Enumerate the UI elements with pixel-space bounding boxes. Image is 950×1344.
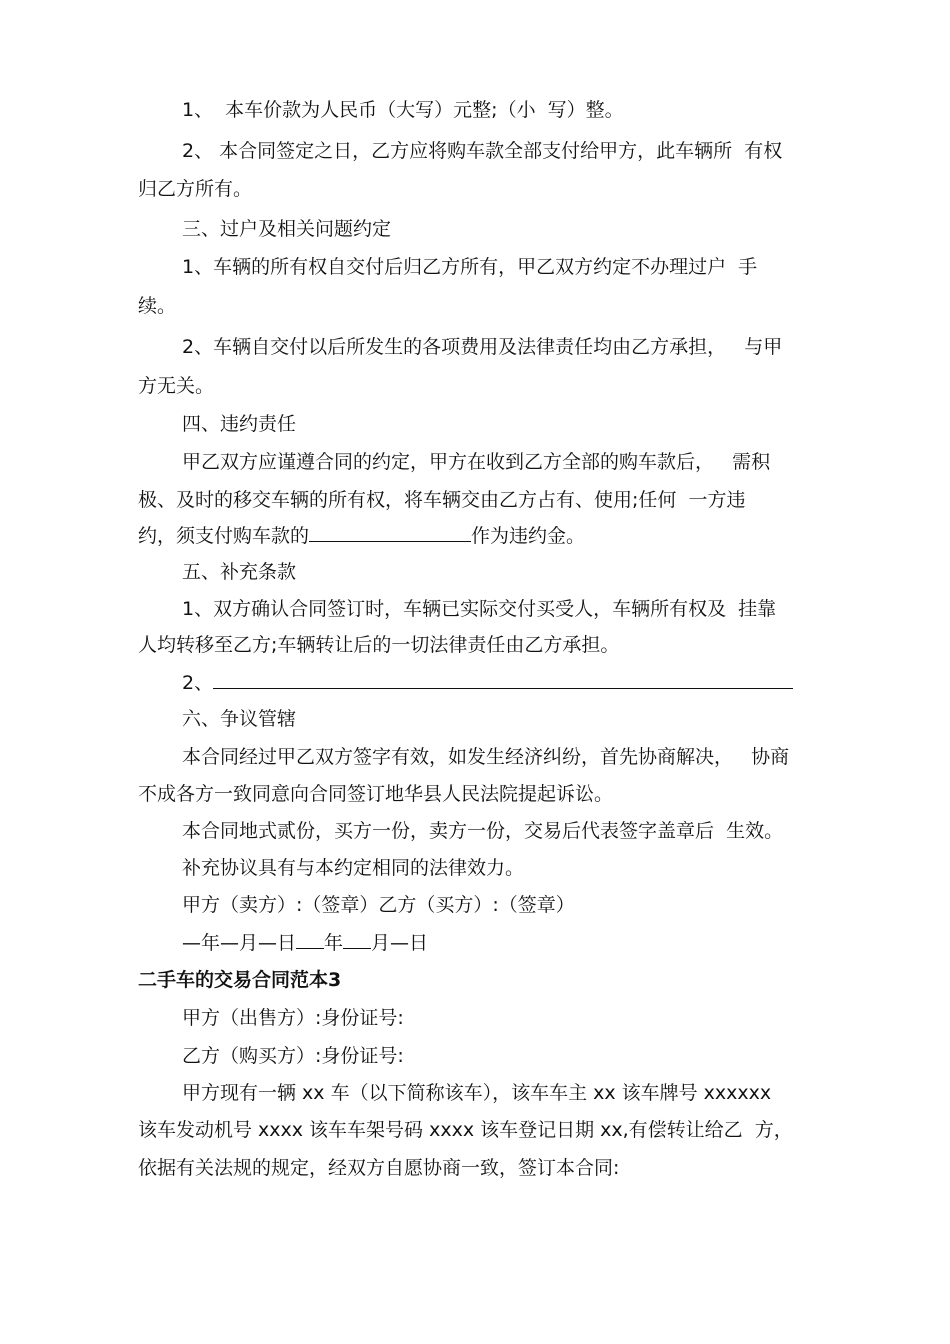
clause-dispute-cont: 不成各方一致同意向合同签订地华县人民法院提起诉讼。	[138, 783, 614, 805]
date-blank-1	[296, 930, 324, 949]
section-heading-transfer: 三、过户及相关问题约定	[182, 218, 392, 240]
party-a-line: 甲方（出售方）:身份证号:	[182, 1007, 404, 1029]
clause-ownership: 1、车辆的所有权自交付后归乙方所有，甲乙双方约定不办理过户 手	[182, 256, 758, 278]
clause-ownership-cont: 续。	[138, 295, 177, 317]
signature-line: 甲方（卖方）:（签章）乙方（买方）:（签章）	[182, 894, 575, 916]
clause-copies: 本合同地式贰份，买方一份，卖方一份，交易后代表签字盖章后 生效。	[182, 820, 784, 842]
clause-dispute: 本合同经过甲乙双方签字有效，如发生经济纠纷，首先协商解决， 协商	[182, 746, 790, 768]
vehicle-info: 甲方现有一辆 xx 车（以下简称该车），该车车主 xx 该车牌号 xxxxxx	[182, 1082, 772, 1104]
section-heading-dispute: 六、争议管辖	[182, 708, 297, 730]
clause-supplement-1: 1、双方确认合同签订时，车辆已实际交付买受人，车辆所有权及 挂靠	[182, 598, 777, 620]
clause-breach-penalty	[138, 523, 585, 547]
penalty-text-after: 作为违约金。	[471, 525, 586, 547]
vehicle-info-cont: 该车发动机号 xxxx 该车车架号码 xxxx 该车登记日期 xx,有偿转让给乙 方，	[138, 1119, 793, 1141]
clause-fees: 2、车辆自交付以后所发生的各项费用及法律责任均由乙方承担， 与甲	[182, 336, 783, 358]
date-part-3: 月—日	[371, 932, 429, 954]
clause-supplement-effect: 补充协议具有与本约定相同的法律效力。	[182, 857, 525, 879]
clause-breach-cont: 极、及时的移交车辆的所有权，将车辆交由乙方占有、使用;任何 一方违	[138, 489, 746, 511]
clause-fees-cont: 方无关。	[138, 375, 215, 397]
clause-supplement-1-cont: 人均转移至乙方;车辆转让后的一切法律责任由乙方承担。	[138, 634, 620, 656]
party-b-line: 乙方（购买方）:身份证号:	[182, 1045, 404, 1067]
date-part-1: —年—月—日	[182, 932, 297, 954]
section-title: 二手车的交易合同范本3	[138, 969, 342, 991]
supplement-2-number: 2、	[182, 672, 214, 694]
date-part-2: 年	[324, 932, 344, 954]
supplement-2-blank-line	[213, 670, 793, 689]
penalty-text-before: 约，须支付购车款的	[138, 525, 310, 547]
penalty-blank-line	[309, 523, 471, 542]
clause-supplement-2	[182, 670, 793, 694]
section-heading-breach: 四、违约责任	[182, 413, 297, 435]
clause-payment: 2、 本合同签定之日，乙方应将购车款全部支付给甲方，此车辆所 有权	[182, 140, 783, 162]
clause-payment-cont: 归乙方所有。	[138, 178, 253, 200]
clause-breach: 甲乙双方应谨遵合同的约定，甲方在收到乙方全部的购车款后， 需积	[182, 451, 771, 473]
vehicle-info-end: 依据有关法规的规定，经双方自愿协商一致，签订本合同:	[138, 1157, 620, 1179]
section-heading-supplement: 五、补充条款	[182, 561, 297, 583]
clause-price: 1、 本车价款为人民币（大写）元整;（小 写）整。	[182, 99, 624, 121]
date-line	[182, 930, 428, 954]
date-blank-2	[343, 930, 371, 949]
